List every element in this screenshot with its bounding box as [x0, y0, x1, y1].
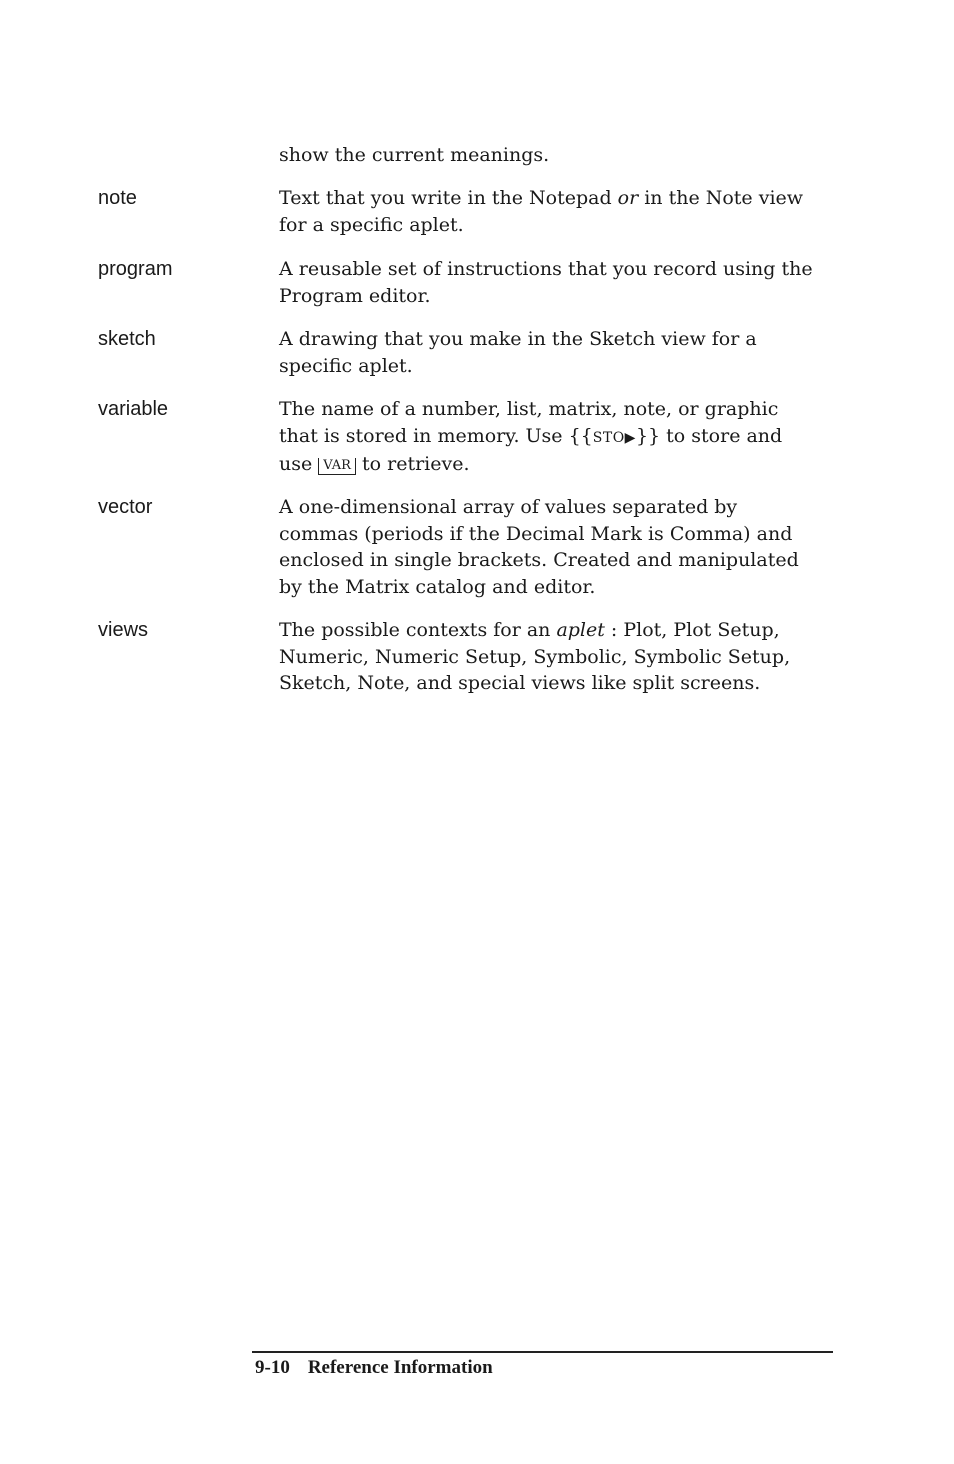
glossary-definition — [279, 396, 819, 478]
definition-text: The possible contexts for an — [279, 619, 557, 641]
emphasis-text: aplet — [556, 619, 605, 641]
glossary-term: sketch — [98, 328, 156, 350]
definition-text: Text that you write in the Notepad — [279, 187, 618, 209]
section-title: Reference Information — [307, 1357, 493, 1378]
glossary-definition: A reusable set of instructions that you record using the Program editor. — [279, 258, 813, 307]
continued-definition-text: show the current meanings. — [279, 144, 550, 166]
var-key-icon: VAR — [318, 458, 356, 475]
glossary-term: views — [98, 619, 149, 641]
glossary-definition — [279, 617, 819, 697]
page-number: 9-10 — [255, 1357, 290, 1378]
definition-text: : Plot, Plot Setup, Numeric, Numeric Setup, Symbolic, Symbolic Setup, Sketch, Note, and special views like split screens. — [279, 619, 791, 694]
glossary-definition: A drawing that you make in the Sketch view for a specific aplet. — [279, 328, 757, 377]
emphasis-text: or — [617, 187, 639, 209]
glossary-term: note — [98, 187, 137, 209]
glossary-term: program — [98, 258, 173, 280]
definition-text: to retrieve. — [355, 453, 470, 475]
sto-key-label: STO▶ — [592, 429, 636, 446]
definition-text: }} to store and use — [279, 424, 783, 475]
glossary-definition: A one-dimensional array of values separated by commas (periods if the Decimal Mark is Comma) and enclosed in single brackets. Created and manipulated by the Matrix catalog and editor. — [279, 496, 799, 598]
page-footer — [255, 1356, 493, 1380]
glossary-term: vector — [98, 496, 153, 518]
definition-text: The name of a number, list, matrix, note, or graphic that is stored in memory. Use {{ — [279, 398, 779, 447]
definition-text: in the Note view for a specific aplet. — [279, 187, 804, 236]
glossary-term: variable — [98, 398, 169, 420]
glossary-definition — [279, 185, 819, 238]
footer-divider — [252, 1351, 833, 1353]
